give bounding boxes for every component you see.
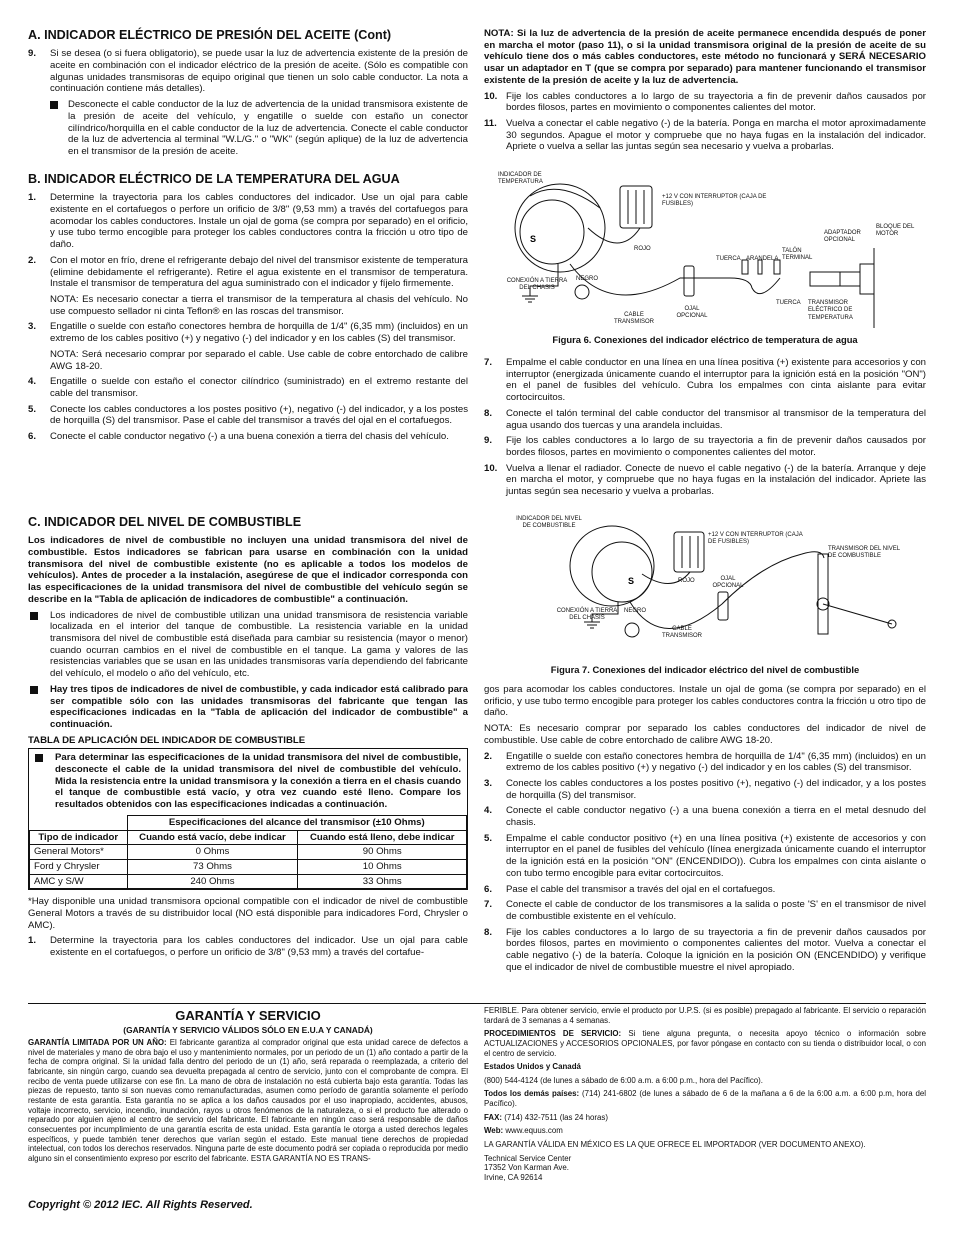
warranty-body: El fabricante garantiza al comprador original que esta unidad carece de defectos a nivel de materiales y mano de obra bajo el uso y mantenimiento normales, por un periodo de un (1) año contado a partir de la fecha de compra original. Si la unidad falla dentro del periodo de un (1) año, será reparada o reemplazada, a criterio del fabricante, sin ningún cargo, cuando sea devuelta prepagada al centro de servicio, junto con el comprobante de compra. El recibo de venta puede utilizarse con ese fin. La mano de obra de instalación no está cubierta bajo esta garantía. Todas las piezas de repuesto, tanto si son nuevas como remanufacturadas, asumen como período de garantía solamente el período restante de esta garantía. Esta garantía no se aplica a los daños causados por el uso inapropiado, accidentes, abusos, voltaje incorrecto, servicio, incendio, inundación, rayos u otros fenómenos de la naturaleza, o si el producto fue alterado o reparado por alguien ajeno al centro de servicio del fabricante. El fabricante en ningún caso será responsable de daños consecuentes por incumplimiento de una garantía escrita de esta unidad. Esta garantía le otorga a usted derechos legales específicos, y puede también tener derechos que varían según el estado. Este manual tiene derechos de propiedad intelectual, con todos los derechos reservados. Ninguna parte de este documento podrá ser copiada o reproducida por medio alguno sin el consentimiento expreso por escrito del fabricante. ESTA GARANTÍA NO ES TRANS- <box>28 1038 469 1163</box>
item-text: Conecte los cables conductores a los postes positivo (+), negativo (-) del indicador, y a los postes de horquilla (S) del transmisor. Pase el cable del transmisor a través del ojal en el cortafuegos. <box>50 403 468 427</box>
section-c-continued <box>484 684 926 977</box>
fig6-label-power: +12 V CON INTERRUPTOR (CAJA DE FUSIBLES) <box>662 194 767 208</box>
table-title: TABLA DE APLICACIÓN DEL INDICADOR DE COMBUSTIBLE <box>28 734 306 746</box>
figure-6-diagram <box>490 168 920 338</box>
item-number: 3. <box>28 321 37 333</box>
table-header-row <box>30 830 467 845</box>
fig6-label-adaptador: ADAPTADOR OPCIONAL <box>824 230 861 244</box>
warranty-divider <box>28 1003 926 1004</box>
section-b-list <box>28 192 468 442</box>
fig6-label-ojal: OJAL OPCIONAL <box>676 306 708 320</box>
list-item <box>484 435 926 458</box>
fig7-label-negro: NEGRO <box>624 608 647 614</box>
item-text: Conecte los cables conductores a los postes positivo (+), negativo (-) del indicador, y a los postes de horquilla (S) del transmisor. <box>506 777 926 801</box>
table-cell: 73 Ohms <box>127 859 298 874</box>
item-number: 1. <box>28 935 37 947</box>
item-number: 2. <box>28 254 37 266</box>
item-number: 10. <box>484 462 498 474</box>
item-number: 5. <box>484 832 493 844</box>
list-item <box>484 833 926 880</box>
list-item <box>484 884 926 896</box>
table-box-text: Para determinar las especificaciones de la unidad transmisora del nivel de combustible, desconecte el cable de la unidad transmisora del nivel de combustible del vehículo. Mida la resistencia entre la unidad transmisora y la conexión a tierra en el chasis cuando el tanque de combustible está vacío, y otra vez cuando esté lleno. Compare los resultados obtenidos con las especificaciones indicadas a continuación. <box>55 752 461 811</box>
fig7-label-power: +12 V CON INTERRUPTOR (CAJA DE FUSIBLES) <box>708 532 803 546</box>
service-procedures-text: Si tiene alguna pregunta, o necesita apoyo técnico o información sobre ACTUALIZACIONES y ACCESORIOS OPCIONALES, por favor póngase en contacto con su tienda o distribuidor local, o con el centro de servicio. <box>484 1029 927 1058</box>
other-countries-phone: (714) 241-6802 (de lunes a sábado de 6 de la mañana a 6 de la 6:00 a.m. a 6:00 p.m, hora del Pacífico). <box>484 1089 926 1109</box>
table-span-header: Especificaciones del alcance del transmisor (±10 Ohms) <box>127 815 467 830</box>
item-number: 2. <box>484 750 493 762</box>
list-item <box>484 357 926 404</box>
service-procedures-lead: PROCEDIMIENTOS DE SERVICIO: <box>484 1029 622 1039</box>
item-text: Engatille o suelde con estaño conectores hembra de horquilla de 1/4" (6,35 mm) (incluidos) en un extremo de los cables positivo (+) y negativo (-) del indicador y en los cables (S) del transmisor. <box>50 321 468 345</box>
item-number: 6. <box>484 883 493 895</box>
fax-lead: FAX: <box>484 1112 502 1122</box>
fig7-label-sender: TRANSMISOR DEL NIVEL DE COMBUSTIBLE <box>828 546 900 560</box>
table-corner <box>30 815 128 830</box>
section-a-note: NOTA: Si la luz de advertencia de la presión de aceite permanece encendida después de poner en marcha el motor (paso 11), o si la unidad transmisora original de la presión de aceite de su vehículo tiene dos o más cables conductores, este método no funcionará y SERÁ NECESARIO usar un adaptador en T (que se compra por separado) para mantener funcionando el transmisor existente de la presión de aceite y la luz de advertencia. <box>484 28 926 86</box>
other-countries <box>484 1089 926 1108</box>
bullet-square-icon <box>30 686 38 694</box>
table-cell: 0 Ohms <box>127 845 298 860</box>
list-item <box>28 349 468 372</box>
section-c-title: C. INDICADOR DEL NIVEL DE COMBUSTIBLE <box>28 515 302 529</box>
item-number: 4. <box>484 805 493 817</box>
web-line <box>484 1126 926 1136</box>
item-text: Si se desea (o si fuera obligatorio), se puede usar la luz de advertencia existente de la presión de aceite en combinación con el indicador eléctrico de la presión de aceite. (Sólo es compatible con algunas unidades transmisoras de equipo original que tienen un solo cable conductor. La nota a continuación contiene más detalles). <box>50 48 468 95</box>
fig6-label-bloque: BLOQUE DEL MOTOR <box>876 224 915 238</box>
list-item <box>28 321 468 344</box>
table-cell: AMC y S/W <box>30 874 128 889</box>
table-cell: 240 Ohms <box>127 874 298 889</box>
fig6-label-tuerca-2: TUERCA <box>776 300 801 306</box>
fuel-gauge-face <box>592 542 652 602</box>
section-b-list-2 <box>484 357 926 498</box>
fig6-label-sender: TRANSMISOR ELÉCTRICO DE TEMPERATURA <box>808 300 853 321</box>
application-table <box>29 815 467 890</box>
section-a-continued <box>484 28 926 157</box>
list-item <box>484 899 926 922</box>
web-lead: Web: <box>484 1126 504 1136</box>
web-link[interactable]: www.equus.com <box>505 1126 563 1136</box>
item-text: Conecte el talón terminal del cable conductor del transmisor al transmisor de la temperatura del agua usando dos tuercas y una arandela incluidas. <box>506 407 926 431</box>
list-item <box>28 192 468 251</box>
item-text: Conecte el cable conductor negativo (-) a una buena conexión a tierra del chasis del vehículo. <box>50 431 449 443</box>
bullet-square-icon <box>35 754 43 762</box>
list-item <box>484 751 926 774</box>
item-text: Determine la trayectoria para los cables conductores del indicador. Use un ojal para cable existente en el cortafuegos, o perfore un orificio de 3/8" (9,53 mm) a través del cortafue- <box>50 935 468 959</box>
table-body <box>30 845 467 889</box>
warranty-subtitle: (GARANTÍA Y SERVICIO VÁLIDOS SÓLO EN E.U.A Y CANADÁ) <box>123 1024 373 1035</box>
list-item <box>28 294 468 317</box>
item-text: Engatille o suelde con estaño el conector cilíndrico (suministrado) en el extremo restante del cable del transmisor. <box>50 376 468 399</box>
table-header-cell: Cuando está vacío, debe indicar <box>127 830 298 845</box>
section-a-item-10 <box>484 91 926 114</box>
us-canada-heading: Estados Unidos y Canadá <box>484 1062 581 1072</box>
item-number: 7. <box>484 357 493 368</box>
item-number: 11. <box>484 117 497 129</box>
temp-gauge-body <box>515 184 605 272</box>
section-c-item-1 <box>28 935 468 958</box>
fig7-label-ojal: OJAL OPCIONAL <box>712 576 744 590</box>
item-text: Con el motor en frío, drene el refrigerante debajo del nivel del transmisor existente de temperatura (elimine debidamente el refrigerante). Retire el agua existente en el transmisor de temperatura. Instale el transmisor de temperatura del agua suministrado con el indicador y fíjelo firmemente. <box>50 254 468 290</box>
bullet-text: Los indicadores de nivel de combustible utilizan una unidad transmisora de resistencia variable localizada en el interior del tanque de combustible. La resistencia variable en la unidad transmisora del nivel de combustible está diseñada para cambiar su resistencia (mayor o menor) cuando ocurran cambios en el nivel de combustible en el tanque. La gama y valores de las resistencias variables que se usan en las unidades transmisoras varía dependiendo del fabricante del vehículo, el modelo o año del vehículo, etc. <box>50 609 468 680</box>
item-text: NOTA: Es necesario conectar a tierra el transmisor de la temperatura al chasis del vehículo. No use compuesto sellador ni cinta Teflon® en las roscas del transmisor. <box>50 293 468 317</box>
section-c-note: NOTA: Es necesario comprar por separado los cables conductores del indicador de nivel de combustible. Use cable de cobre entorchado de calibre AWG 18-20. <box>484 723 926 746</box>
list-item <box>484 778 926 801</box>
fig6-label-ground: CONEXIÓN A TIERRA DEL CHASIS <box>506 278 568 292</box>
fig7-label-gauge: INDICADOR DEL NIVEL DE COMBUSTIBLE <box>516 516 582 530</box>
fax-number: (714) 432-7511 (las 24 horas) <box>504 1112 608 1122</box>
bullet-text: Hay tres tipos de indicadores de nivel de combustible, y cada indicador está calibrado para ser compatible sólo con las unidades transmisoras del fabricante que tengan las especificaciones indicadas en la "Tabla de aplicación del indicador de combustible" a continuación. <box>50 683 468 730</box>
table-cell: Ford y Chrysler <box>30 859 128 874</box>
item-text: Conecte el cable de conductor de los transmisores a la salida o poste 'S' en el transmisor de nivel de combustible existente en el vehículo. <box>506 899 926 922</box>
fig6-label-negro: NEGRO <box>576 276 599 282</box>
bullet-square-icon <box>30 612 38 620</box>
section-a-item-9 <box>28 48 468 95</box>
service-address <box>484 1154 926 1183</box>
section-b <box>28 172 468 447</box>
gauge-s-terminal: S <box>628 576 635 586</box>
section-b-continued <box>484 357 926 502</box>
item-text: Vuelva a llenar el radiador. Conecte de nuevo el cable negativo (-) de la batería. Arranque y deje en marcha el motor, y compruebe que no haya fugas en la instalación del indicador. Apriete las juntas según sea necesario y vuelva a probarlas. <box>506 462 926 498</box>
figure-7-diagram <box>512 514 912 656</box>
fig6-label-cable: CABLE TRANSMISOR <box>614 312 655 326</box>
item-text: NOTA: Será necesario comprar por separado el cable. Use cable de cobre entorchado de calibre AWG 18-20. <box>50 348 468 372</box>
warranty-title: GARANTÍA Y SERVICIO <box>175 1008 321 1023</box>
section-c-continued-text: gos para acomodar los cables conductores. Instale un ojal de goma (se compra por separado) en el orificio, y use tubo termo encogible para proteger los cables conductores contra la fricción u otro tipo de daño. <box>484 684 926 719</box>
item-number: 1. <box>28 192 37 204</box>
address-line-1: Technical Service Center <box>484 1153 572 1163</box>
fuel-gauge-body <box>570 526 654 606</box>
list-item <box>484 805 926 828</box>
item-text: Fije los cables conductores a lo largo de su trayectoria a fin de prevenir daños causados por bordes filosos, partes en movimiento o componentes calientes del motor. <box>506 435 926 458</box>
bullet-square-icon <box>50 101 58 109</box>
item-text: Fije los cables conductores a lo largo de su trayectoria a fin de prevenir daños causados por bordes filosos, partes en movimiento o componentes calientes del motor. <box>506 90 926 114</box>
list-item <box>484 927 926 974</box>
table-cell: 90 Ohms <box>298 845 467 860</box>
item-text: Vuelva a conectar el cable negativo (-) de la batería. Ponga en marcha el motor aproximadamente 30 segundos. Apague el motor y compruebe que no haya fugas en la instalación del indicador. Apriete o vuelva a sellar las juntas según sea necesario y vuelva a probarlas. <box>506 117 926 153</box>
fig6-label-gauge: INDICADOR DE TEMPERATURA <box>498 172 543 186</box>
address-line-2: 17352 Von Karman Ave. <box>484 1163 569 1173</box>
table-row <box>30 845 467 860</box>
figure-6-caption: Figura 6. Conexiones del indicador eléctrico de temperatura de agua <box>552 334 858 345</box>
copyright: Copyright © 2012 IEC. All Rights Reserved. <box>28 1199 253 1211</box>
service-procedures <box>484 1029 926 1058</box>
fax-line <box>484 1113 926 1123</box>
fig7-label-cable: CABLE TRANSMISOR <box>662 626 703 640</box>
warranty-right <box>484 1006 926 1183</box>
item-number: 5. <box>28 403 37 415</box>
fig6-label-rojo: ROJO <box>634 246 651 252</box>
item-number: 9. <box>484 435 493 447</box>
table-header-cell: Tipo de indicador <box>30 830 128 845</box>
table-cell: 33 Ohms <box>298 874 467 889</box>
section-c-list <box>484 751 926 974</box>
item-text: Pase el cable del transmisor a través del ojal en el cortafuegos. <box>506 883 776 895</box>
fig7-label-rojo: ROJO <box>678 578 695 584</box>
warranty-lead: GARANTÍA LIMITADA POR UN AÑO: <box>28 1038 167 1048</box>
item-number: 7. <box>484 899 493 911</box>
figure-7-caption: Figura 7. Conexiones del indicador eléctrico del nivel de combustible <box>550 664 860 675</box>
item-number: 6. <box>28 431 37 443</box>
list-item <box>28 376 468 399</box>
item-text: Conecte el cable conductor negativo (-) a una buena conexión a tierra en el metal desnudo del chasis. <box>506 805 926 829</box>
warranty-text <box>28 1038 468 1163</box>
table-box-instructions <box>33 752 461 811</box>
fig6-label-talon: TALÓN TERMINAL <box>782 248 813 262</box>
table-header-cell: Cuando está lleno, debe indicar <box>298 830 467 845</box>
section-b-title: B. INDICADOR ELÉCTRICO DE LA TEMPERATURA DEL AGUA <box>28 172 400 186</box>
item-text: Engatille o suelde con estaño conectores hembra de horquilla de 1/4" (6,35 mm) (incluidos) en un extremo de los cables positivo (+) y negativo (-) del indicador y en los cables (S) del transmisor. <box>506 750 926 774</box>
gauge-s-terminal: S <box>530 234 537 244</box>
item-number: 10. <box>484 90 498 102</box>
fig6-label-arandela: ARANDELA <box>746 256 779 262</box>
warranty-transferable: FERIBLE. Para obtener servicio, envíe el producto por U.P.S. (si es posible) prepagado al fabricante. El servicio o reparación tardará de 3 semanas a 4 semanas. <box>484 1006 926 1025</box>
fig7-label-ground: CONEXIÓN A TIERRA DEL CHASIS <box>556 608 618 622</box>
table-cell: General Motors* <box>30 845 128 860</box>
item-text: Empalme el cable conductor en una línea en una línea positiva (+) existente para accesorios y con interruptor (energizada únicamente cuando el interruptor para la ignición está en la posición "ON") en el panel de fusibles del vehículo. Cubra los empalmes con cinta aislante para evitar cortocircuitos. <box>506 357 926 404</box>
bullet-text: Desconecte el cable conductor de la luz de advertencia de la unidad transmisora existente de la presión de aceite del vehículo, y engatille o suelde con estaño un conector cilíndrico/horquilla en el cable conductor de la luz de advertencia. Conecte el cable conductor de la luz de advertencia al terminal "W.L/G." o "WK" (según aplique) de la luz de advertencia en el transmisor de la presión de aceite. <box>68 99 468 157</box>
list-item <box>28 431 468 443</box>
section-c-bullet-2 <box>28 684 468 731</box>
section-a-bullet <box>50 99 468 158</box>
item-text: Empalme el cable conductor positivo (+) en una línea positiva (+) existente de accesorios y con interruptor en el panel de fusibles del vehículo (línea energizada únicamente cuando el interruptor de la ignición está en la posición "ON" (ENCENDIDO)). Cubra los empalmes con cinta aislante o con tubo termo encogible para evitar cortocircuitos. <box>506 832 926 879</box>
section-a-item-11 <box>484 118 926 153</box>
temp-gauge-face <box>520 200 584 264</box>
table-cell: 10 Ohms <box>298 859 467 874</box>
section-a <box>28 28 468 162</box>
application-table-box <box>28 748 468 890</box>
item-number: 9. <box>28 48 37 60</box>
section-c-bullet-1 <box>28 610 468 680</box>
us-canada-phone: (800) 544-4124 (de lunes a sábado de 6:00 a.m. a 6:00 p.m., hora del Pacífico). <box>484 1075 763 1085</box>
section-c-intro: Los indicadores de nivel de combustible no incluyen una unidad transmisora del nivel de combustible. Estos indicadores se fabrican para usarse en combinación con la unidad transmisora del nivel de combustible existente (no es aplicable a todos los modelos de vehículos). Antes de proceder a la instalación, asegúrese de que el indicador corresponda con las especificaciones de la unidad transmisora del nivel de combustible del vehículo según se describe en la "Tabla de aplicación de indicadores de combustible" a continuación. <box>28 535 468 605</box>
address-line-3: Irvine, CA 92614 <box>484 1172 543 1182</box>
item-text: Fije los cables conductores a lo largo de su trayectoria a fin de prevenir daños causados por bordes filosos, partes en movimiento o componentes calientes del motor. Vuelva a conectar el cable negativo (-) de la batería. Coloque la ignición en la posición ON (ENCENDIDO) y verifique que el indicador de nivel de combustible muestre el nivel apropiado. <box>506 926 926 973</box>
list-item <box>484 408 926 431</box>
item-number: 3. <box>484 777 493 789</box>
item-text: Determine la trayectoria para los cables conductores del indicador. Use un ojal para cable existente en el cortafuegos o perfore un orificio de 3/8" (9,53 mm) a través del cortafuegos para acomodar los cables conductores. Instale un ojal de goma (se compra por separado) en el orificio, y use tubo termo encogible para proteger los cables conductores contra la fricción u otro tipo de daño. <box>50 192 468 251</box>
item-number: 8. <box>484 407 493 419</box>
other-countries-lead: Todos los demás países: <box>484 1089 580 1099</box>
fig6-label-tuerca-1: TUERCA <box>716 256 741 262</box>
table-row <box>30 859 467 874</box>
item-number: 4. <box>28 376 37 388</box>
list-item <box>28 404 468 427</box>
item-number: 8. <box>484 926 493 938</box>
warranty-left <box>28 1008 468 1163</box>
table-footnote: *Hay disponible una unidad transmisora opcional compatible con el indicador de nivel de combustible General Motors a través de su distribuidor local (NO está disponible para indicadores Ford, Chrysler o AMC). <box>28 896 468 931</box>
mexico-warranty: LA GARANTÍA VÁLIDA EN MÉXICO ES LA QUE OFRECE EL IMPORTADOR (VER DOCUMENTO ANEXO). <box>484 1140 866 1150</box>
section-a-title: A. INDICADOR ELÉCTRICO DE PRESIÓN DEL ACEITE (Cont) <box>28 28 392 42</box>
table-row <box>30 874 467 889</box>
list-item <box>484 463 926 498</box>
list-item <box>28 255 468 290</box>
section-c <box>28 515 468 963</box>
